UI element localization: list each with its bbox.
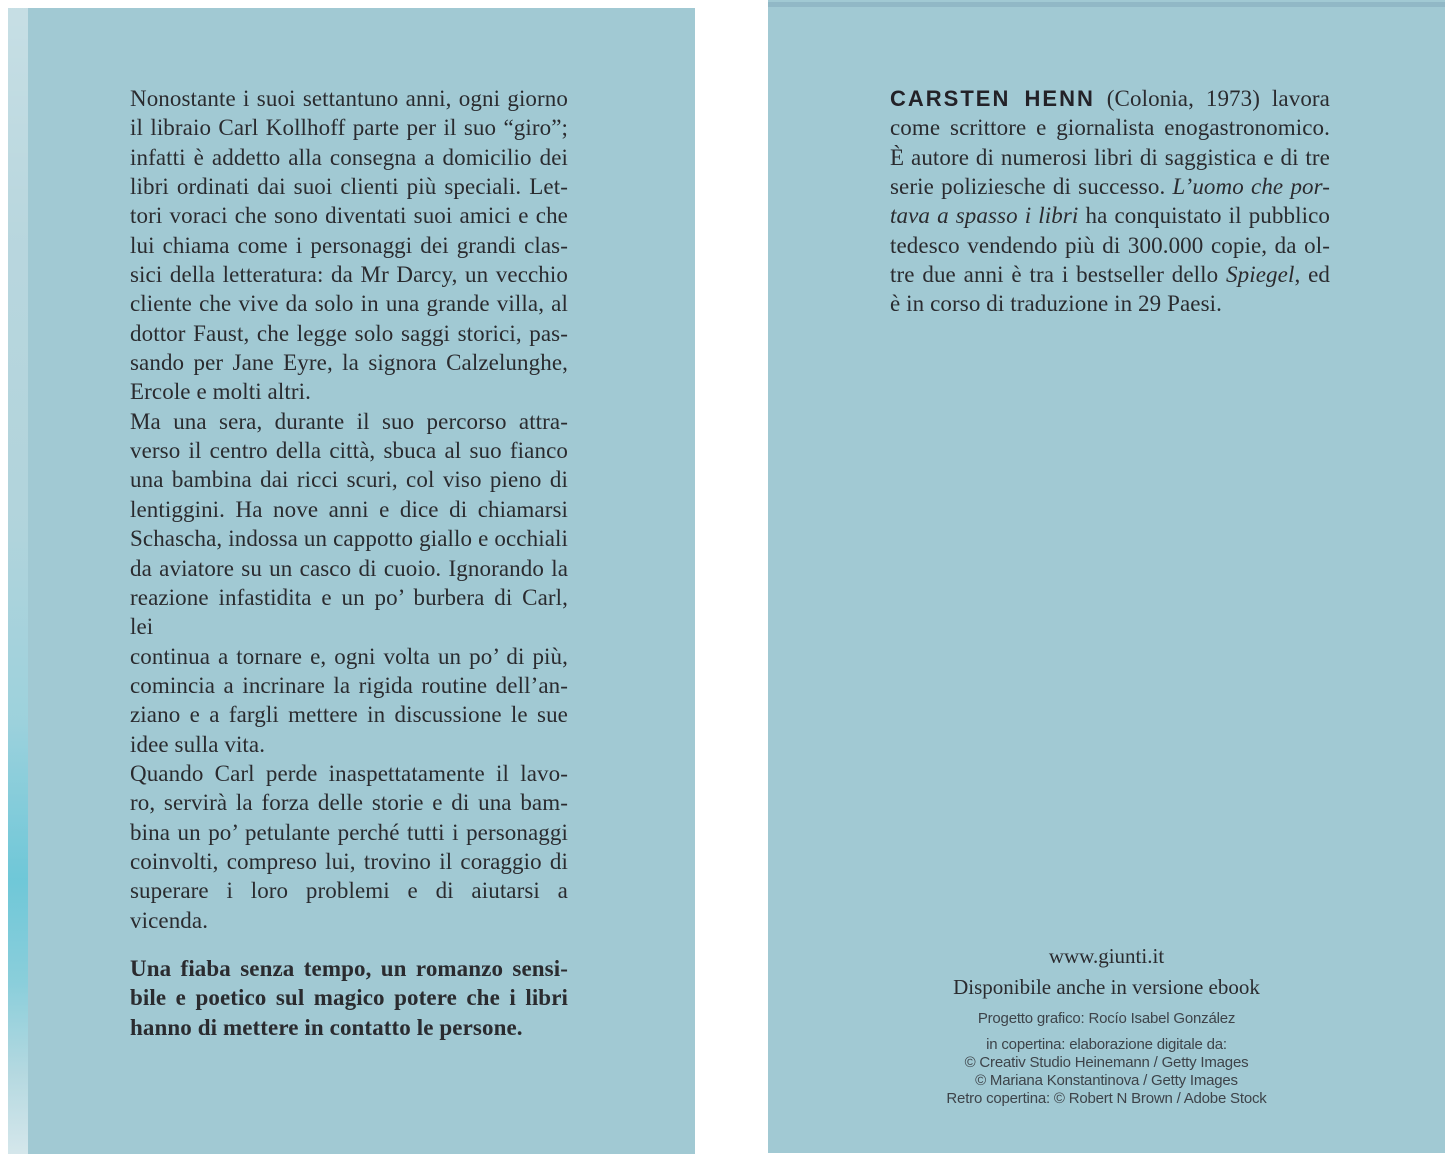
text-line: [890, 84, 1330, 113]
text-line: comincia a incrinare la rigida routine dell’an-: [130, 672, 568, 698]
bio-text: , ed: [1294, 262, 1330, 288]
book-title-italic: tava a spasso i libri: [890, 203, 1079, 229]
bio-text: ha conquistato il pubblico: [1078, 203, 1330, 229]
bio-text: come scrittore e giornalista enogastronomico.: [890, 115, 1330, 141]
text-line: Una fiaba senza tempo, un romanzo sensi-: [130, 955, 568, 981]
synopsis-paragraph: [130, 759, 568, 935]
text-line: infatti è addetto alla consegna a domicilio dei: [130, 144, 568, 170]
text-line: hanno di mettere in contatto le persone.: [130, 1014, 523, 1040]
flap-fold-highlight: [8, 8, 28, 1154]
synopsis-paragraph: [130, 407, 568, 759]
text-line: [890, 172, 1330, 201]
text-line: una bambina dai ricci scuri, col viso pieno di: [130, 467, 568, 493]
text-line: [890, 113, 1330, 142]
bio-text: serie poliziesche di successo.: [890, 174, 1173, 200]
book-title-italic: L’uomo che por-: [1172, 174, 1330, 200]
text-line: superare i loro problemi e di aiutarsi a vicenda.: [130, 878, 568, 933]
publisher-url: www.giunti.it: [1048, 944, 1165, 968]
tagline-paragraph: [130, 954, 568, 1042]
synopsis-text: [130, 84, 568, 1042]
text-line: [890, 260, 1330, 289]
text-line: sici della letteratura: da Mr Darcy, un vecchio: [130, 262, 568, 288]
cover-credit-line: in copertina: elaborazione digitale da:: [986, 1036, 1227, 1053]
text-line: lui chiama come i personaggi dei grandi clas-: [130, 232, 568, 258]
text-line: [890, 289, 1330, 318]
text-line: tori voraci che sono diventati suoi amici e che: [130, 203, 568, 229]
text-line: cliente che vive da solo in una grande villa, al: [130, 291, 568, 317]
text-line: bile e poetico sul magico potere che i libri: [130, 985, 568, 1011]
text-line: dottor Faust, che legge solo saggi storici, pas-: [130, 320, 568, 346]
text-line: bina un po’ petulante perché tutti i personaggi: [130, 819, 568, 845]
flap-top-edge-shade: [768, 2, 1445, 7]
text-line: [890, 201, 1330, 230]
text-line: Schascha, indossa un cappotto giallo e occhiali: [130, 526, 568, 552]
cover-credit-line: © Mariana Konstantinova / Getty Images: [975, 1072, 1238, 1089]
cover-credits: [768, 1036, 1445, 1108]
bio-text: (Colonia, 1973) lavora: [1094, 86, 1330, 111]
text-line: continua a tornare e, ogni volta un po’ di più,: [130, 643, 568, 669]
text-line: Nonostante i suoi settantuno anni, ogni giorno: [130, 86, 568, 111]
text-line: Quando Carl perde inaspettatamente il lavo-: [130, 760, 568, 786]
text-line: reazione infastidita e un po’ burbera di Carl, lei: [130, 584, 568, 640]
text-line: da aviatore su un casco di cuoio. Ignorando la: [130, 555, 568, 581]
text-line: coinvolti, compreso lui, trovino il coraggio di: [130, 848, 568, 874]
text-line: [890, 143, 1330, 172]
author-name: CARSTEN HENN: [890, 86, 1095, 111]
text-line: libri ordinati dai suoi clienti più speciali. Let-: [130, 174, 568, 200]
cover-credit-line: Retro copertina: © Robert N Brown / Adobe Stock: [946, 1090, 1267, 1107]
bio-text: tedesco vendendo più di 300.000 copie, da ol-: [890, 232, 1330, 258]
synopsis-paragraph: [130, 84, 568, 407]
text-line: sando per Jane Eyre, la signora Calzelunghe,: [130, 350, 568, 376]
text-line: il libraio Carl Kollhoff parte per il suo “giro”;: [130, 115, 568, 141]
text-line: ro, servirà la forza delle storie e di una bam-: [130, 790, 568, 816]
text-line: lentiggini. Ha nove anni e dice di chiamarsi: [130, 496, 568, 522]
bio-text: tre due anni è tra i bestseller dello: [890, 262, 1227, 288]
text-line: ziano e a fargli mettere in discussione le sue: [130, 702, 568, 728]
book-title-italic: Spiegel: [1226, 262, 1295, 288]
bio-text: È autore di numerosi libri di saggistica e di tre: [890, 144, 1330, 170]
bio-text: è in corso di traduzione in 29 Paesi.: [890, 291, 1223, 317]
author-bio: [890, 84, 1330, 319]
text-line: idee sulla vita.: [130, 731, 266, 757]
text-line: Ma una sera, durante il suo percorso attra-: [130, 408, 568, 434]
design-credit: Progetto grafico: Rocío Isabel González: [977, 1010, 1236, 1027]
flap-footer: [768, 941, 1445, 1108]
cover-credit-line: © Creativ Studio Heinemann / Getty Images: [964, 1054, 1249, 1071]
text-line: [890, 231, 1330, 260]
right-flap: [768, 0, 1445, 1153]
text-line: verso il centro della città, sbuca al suo fianco: [130, 438, 568, 464]
text-line: Ercole e molti altri.: [130, 379, 311, 405]
left-flap: [8, 8, 695, 1154]
ebook-note: Disponibile anche in versione ebook: [953, 975, 1260, 999]
